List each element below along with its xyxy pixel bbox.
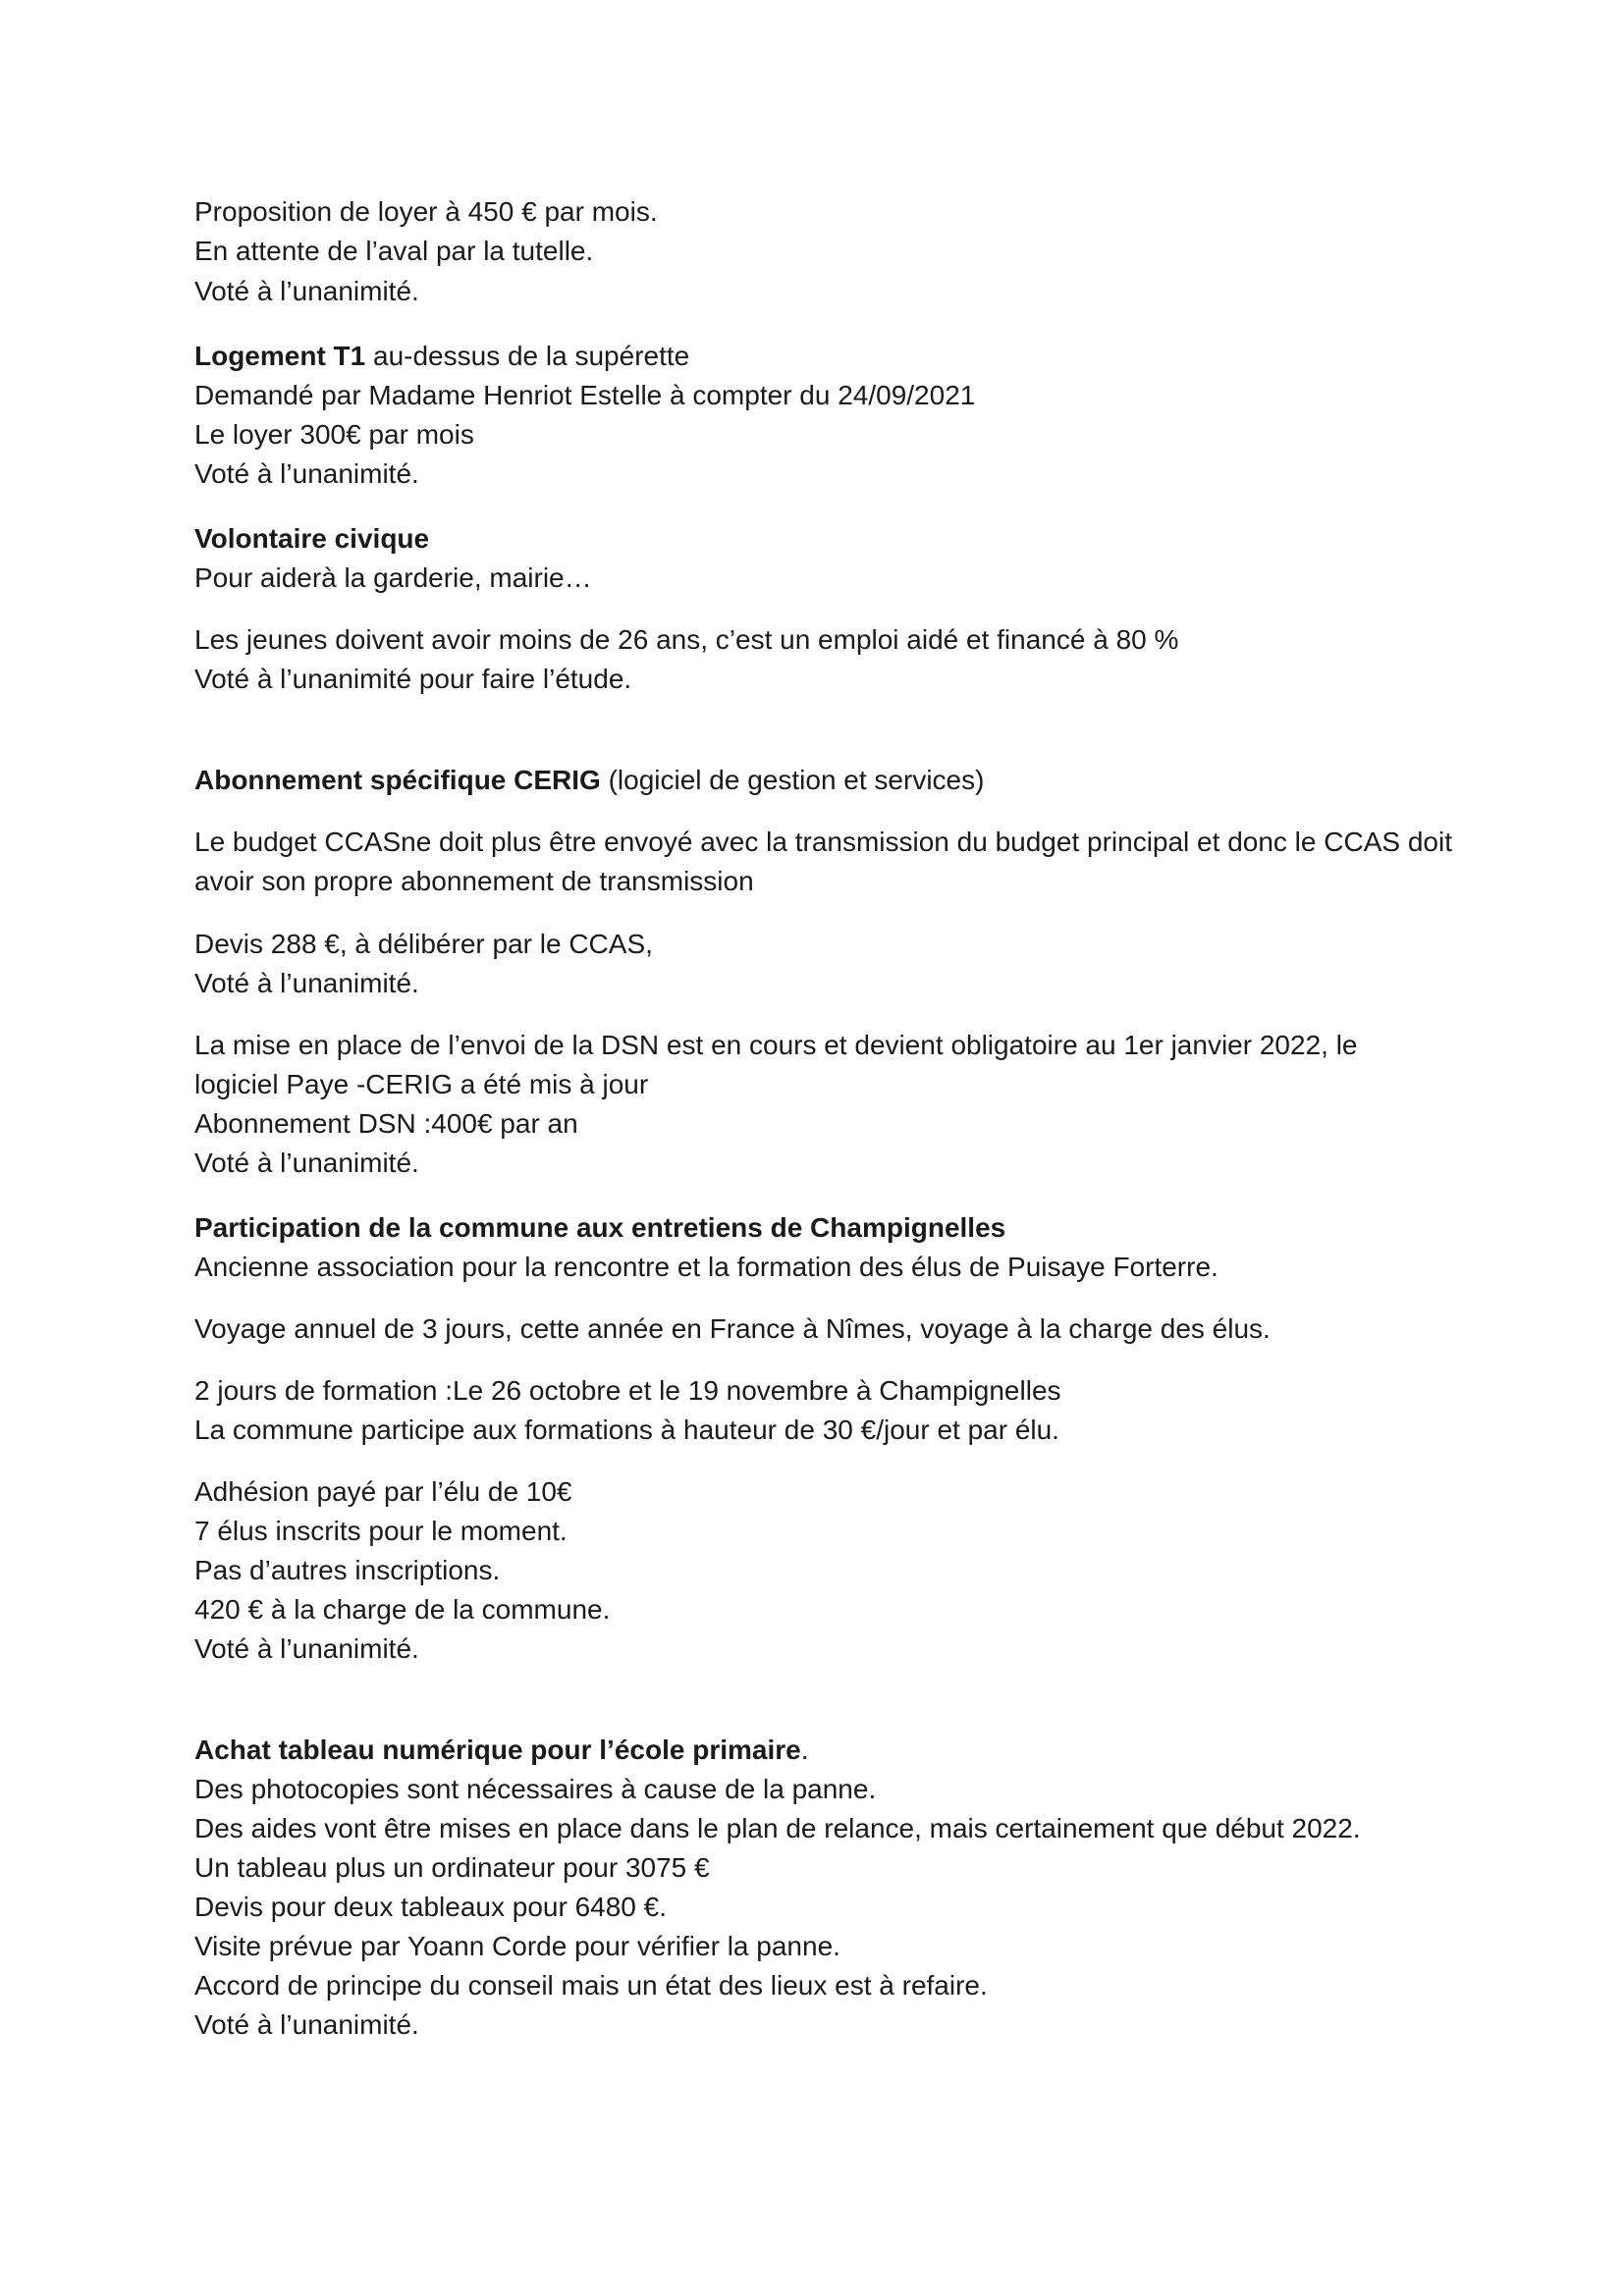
cerig-heading: Abonnement spécifique CERIG <box>194 765 601 795</box>
cerig-budget-line-2: avoir son propre abonnement de transmission <box>194 866 754 896</box>
tableau-aides: Des aides vont être mises en place dans le plan de relance, mais certainement que début 2022. <box>194 1813 1361 1843</box>
volontaire-jeunes: Les jeunes doivent avoir moins de 26 ans, c’est un emploi aidé et financé à 80 % <box>194 624 1179 655</box>
tableau-heading: Achat tableau numérique pour l’école primaire <box>194 1735 801 1765</box>
tableau-devis: Devis pour deux tableaux pour 6480 €. <box>194 1892 667 1922</box>
champignelles-charge: 420 € à la charge de la commune. <box>194 1594 611 1625</box>
tableau-heading-rest: . <box>800 1735 809 1765</box>
cerig-vote-1: Voté à l’unanimité. <box>194 968 419 998</box>
logement-t1-heading-rest: au-dessus de la supérette <box>365 341 690 371</box>
tableau-un-tableau: Un tableau plus un ordinateur pour 3075 € <box>194 1852 710 1883</box>
cerig-heading-rest: (logiciel de gestion et services) <box>600 765 985 795</box>
tableau-vote: Voté à l’unanimité. <box>194 2009 419 2040</box>
cerig-vote-2: Voté à l’unanimité. <box>194 1148 419 1178</box>
champignelles-voyage: Voyage annuel de 3 jours, cette année en France à Nîmes, voyage à la charge des élus. <box>194 1313 1271 1344</box>
cerig-budget-line-1: Le budget CCASne doit plus être envoyé avec la transmission du budget principal et donc le CCAS doit <box>194 827 1452 857</box>
champignelles-ancienne: Ancienne association pour la rencontre et la formation des élus de Puisaye Forterre. <box>194 1252 1218 1282</box>
champignelles-participe: La commune participe aux formations à hauteur de 30 €/jour et par élu. <box>194 1415 1059 1445</box>
logement-t1-demande: Demandé par Madame Henriot Estelle à compter du 24/09/2021 <box>194 380 976 410</box>
cerig-heading-line <box>194 763 984 798</box>
champignelles-pas-autres: Pas d’autres inscriptions. <box>194 1555 501 1585</box>
champignelles-heading: Participation de la commune aux entretiens de Champignelles <box>194 1212 1006 1243</box>
tableau-photocopies: Des photocopies sont nécessaires à cause de la panne. <box>194 1774 877 1804</box>
cerig-dsn-line-2: logiciel Paye -CERIG a été mis à jour <box>194 1069 649 1099</box>
cerig-devis: Devis 288 €, à délibérer par le CCAS, <box>194 929 653 959</box>
logement-t1-loyer: Le loyer 300€ par mois <box>194 419 474 450</box>
champignelles-adhesion: Adhésion payé par l’élu de 10€ <box>194 1476 572 1507</box>
loyer-proposition: Proposition de loyer à 450 € par mois. <box>194 196 658 227</box>
cerig-dsn-line-1: La mise en place de l’envoi de la DSN est en cours et devient obligatoire au 1er janvier 2022, le <box>194 1030 1358 1060</box>
volontaire-heading: Volontaire civique <box>194 523 430 554</box>
volontaire-aide: Pour aiderà la garderie, mairie… <box>194 562 592 593</box>
logement-t1-heading: Logement T1 <box>194 341 366 371</box>
loyer-attente: En attente de l’aval par la tutelle. <box>194 236 594 266</box>
tableau-heading-line <box>194 1733 809 1768</box>
volontaire-vote: Voté à l’unanimité pour faire l’étude. <box>194 664 632 694</box>
tableau-accord: Accord de principe du conseil mais un état des lieux est à refaire. <box>194 1970 988 2001</box>
logement-t1-heading-line <box>194 339 689 374</box>
logement-t1-vote: Voté à l’unanimité. <box>194 458 419 489</box>
champignelles-inscrits: 7 élus inscrits pour le moment. <box>194 1516 568 1546</box>
cerig-abonnement-dsn: Abonnement DSN :400€ par an <box>194 1108 578 1139</box>
champignelles-vote: Voté à l’unanimité. <box>194 1633 419 1664</box>
loyer-vote: Voté à l’unanimité. <box>194 276 419 306</box>
champignelles-formation: 2 jours de formation :Le 26 octobre et le 19 novembre à Champignelles <box>194 1375 1061 1406</box>
tableau-visite: Visite prévue par Yoann Corde pour vérifier la panne. <box>194 1931 840 1961</box>
